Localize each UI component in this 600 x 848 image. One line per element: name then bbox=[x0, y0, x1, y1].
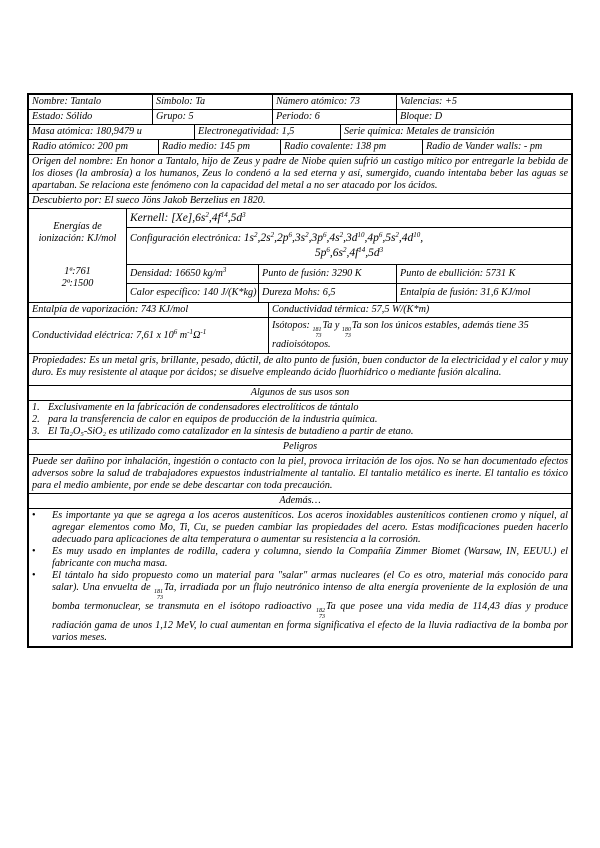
radio-covalente-cell: Radio covalente: 138 pm bbox=[281, 140, 423, 154]
orbital-6s: 6s bbox=[332, 247, 343, 259]
bullet: • bbox=[32, 546, 36, 557]
punto-fusion-cell: Punto de fusión: 3290 K bbox=[259, 265, 397, 283]
orbital-1s: 1s bbox=[243, 232, 254, 244]
kernell-cell bbox=[127, 209, 571, 228]
isotopo-1-numbers bbox=[312, 327, 321, 339]
ademas-3-part-a: El tántalo ha sido propuesto como un material para "salar" armas nucleares (el Co es otro, material más conocido para salar). Una envuelta de bbox=[52, 570, 568, 593]
energias-cell bbox=[29, 209, 127, 302]
ademas-3-part-c: que posee una vida media de 114,43 días y produce radiación gama de unos 1,12 MeV, lo cual aumentan en forma significativa el efecto de la lluvia radiactiva de la bomba por varios meses. bbox=[52, 601, 568, 643]
isotopo-2-simbolo: Ta bbox=[351, 320, 362, 331]
nombre-cell: Nombre: Tantalo bbox=[29, 95, 153, 109]
ademas-item-1 bbox=[32, 510, 568, 546]
energias-label: Energías de ionización: KJ/mol bbox=[38, 221, 117, 245]
uso-number: 3. bbox=[32, 426, 40, 437]
entalpia-fusion-cell: Entalpía de fusión: 31,6 KJ/mol bbox=[400, 287, 531, 298]
orbital-5p: 5p bbox=[314, 247, 327, 259]
ademas-isotopo-2-z: 73 bbox=[318, 614, 325, 620]
orbital-5p-exp: 6 bbox=[326, 246, 330, 254]
densidad-cell bbox=[127, 265, 259, 283]
orbital-2p: 2p bbox=[276, 232, 289, 244]
conductividad-electrica-cell bbox=[29, 318, 269, 353]
orbital-5s: 5s bbox=[385, 232, 396, 244]
kernell-exp3: 3 bbox=[242, 211, 246, 219]
estado-cell: Estado: Sólido bbox=[29, 110, 153, 124]
dureza-mohs-cell: Dureza Mohs: 6,5 bbox=[259, 284, 397, 302]
isotopo-1-masa: 181 bbox=[312, 327, 322, 333]
isotopos-rest: son los únicos estables, además tiene 35 radioisótopos. bbox=[272, 320, 529, 350]
orbital-4f-exp: 14 bbox=[358, 246, 366, 254]
configuracion-linea-1: $1s^2,2s^2,2p^6,3s^2,3p^6,4s^2,3d^{10},4p^6,5s^2,4d^{10}$, bbox=[243, 231, 424, 244]
energia-primera: 1ª:761 bbox=[64, 265, 91, 277]
kernell-label: Kernell: [Xe],6s bbox=[130, 212, 206, 224]
cond-elec-label: Conductividad eléctrica: 7,61 x 10 bbox=[32, 329, 174, 341]
orbital-5s-exp: 2 bbox=[395, 231, 399, 239]
isotopos-cell bbox=[269, 318, 571, 353]
peligros-text: Puede ser dañino por inhalación, ingestión o contacto con la piel, provoca irritación de los ojos. No se han documentado efectos adversos sobre la salud de trabajadores expuestos industrialmente al tantalio. El tantalio metálico es inerte. El tantalio es tóxico para el medio ambiente, por ende se debe descartar con toda precaución. bbox=[32, 456, 568, 491]
ademas-isotopo-1-masa: 181 bbox=[154, 589, 164, 595]
orbital-4d-exp: 10 bbox=[413, 231, 421, 239]
configuracion-cell bbox=[127, 228, 571, 265]
orbital-4p: 4p bbox=[367, 232, 379, 244]
isotopo-2-z: 73 bbox=[344, 333, 351, 339]
usos-list bbox=[29, 401, 571, 439]
isotopo-2-numbers bbox=[342, 327, 351, 339]
ademas-item-2-text: Es muy usado en implantes de rodilla, cadera y columna, siendo la Compañía Zimmer Biomet (Warsaw, IN, EEUU.) el fabricante con mucha masa. bbox=[52, 546, 568, 569]
ademas-list bbox=[29, 509, 571, 646]
energy-right bbox=[127, 209, 571, 302]
ademas-isotopo-2-masa: 182 bbox=[315, 608, 325, 614]
orbital-5d: 5d bbox=[368, 247, 380, 259]
uso-number: 1. bbox=[32, 402, 40, 413]
orbital-2p-exp: 6 bbox=[288, 231, 292, 239]
radio-vander-walls-cell: Radio de Vander walls: - pm bbox=[426, 141, 543, 152]
valencias-cell: Valencias: +5 bbox=[400, 96, 457, 107]
orbital-4d: 4d bbox=[401, 232, 414, 244]
entalpia-vaporizacion-cell: Entalpía de vaporización: 743 KJ/mol bbox=[29, 303, 269, 317]
origen-text: Origen del nombre: En honor a Tantalo, hijo de Zeus y padre de Niobe quien sufrió un castigo mítico por entregarle la bebida de los dioses (la ambrosía) a los humanos, Zeus lo condenó a la sed eterna y así, sumergido, cuando intentaba beber las aguas se apartaban. Se relaciona este fenómeno con la capacidad del metal a no ser atacado por los ácidos. bbox=[32, 156, 568, 191]
orbital-2s: 2s bbox=[260, 232, 271, 244]
ademas-item-3-text bbox=[52, 570, 568, 644]
peligros-section bbox=[29, 440, 571, 494]
heat-row bbox=[127, 284, 571, 302]
orbital-4s-exp: 2 bbox=[339, 231, 344, 239]
ademas-isotopo-1-numbers bbox=[154, 589, 163, 601]
orbital-5d-exp: 3 bbox=[379, 246, 384, 254]
periodo-cell: Periodo: 6 bbox=[273, 110, 397, 124]
kernell-exp1: 2 bbox=[205, 211, 209, 219]
usos-title: Algunos de sus usos son bbox=[29, 386, 571, 401]
radio-atomico-cell: Radio atómico: 200 pm bbox=[29, 140, 159, 154]
kernell-exp2: 14 bbox=[220, 211, 228, 219]
ademas-isotopo-1-simbolo: Ta bbox=[164, 582, 174, 593]
propiedades-text: Propiedades: Es un metal gris, brillante, pesado, dúctil, de alto punto de fusión, buen conductor de la electricidad y el calor y muy duro. Es muy resistente al ataque por ácidos; se disuelve empleando ácido fluorhídrico o mediante fusión alcalina. bbox=[32, 355, 568, 378]
orbital-2s-exp: 2 bbox=[270, 231, 275, 239]
cond-elec-exp2: -1 bbox=[187, 327, 193, 336]
isotopo-2-masa: 180 bbox=[341, 327, 351, 333]
energy-block bbox=[29, 209, 571, 303]
orbital-3p-exp: 6 bbox=[322, 231, 327, 239]
element-sheet bbox=[27, 93, 573, 648]
ademas-3-part-b: , irradiada por un flujo neutrónico intenso de alta energía proveniente de la explosión de una bomba termonuclear, se transmuta en el isótopo radioactivo bbox=[52, 582, 568, 612]
orbital-3d-exp: 10 bbox=[357, 231, 365, 239]
serie-quimica-cell: Serie química: Metales de transición bbox=[344, 126, 495, 137]
isotopos-label: Isótopos: bbox=[272, 320, 313, 331]
origen-row bbox=[29, 155, 571, 194]
uso-text: para la transferencia de calor en equipos de producción de la industria química. bbox=[48, 414, 378, 425]
orbital-4s: 4s bbox=[329, 232, 340, 244]
simbolo-cell: Símbolo: Ta bbox=[153, 95, 273, 109]
orbital-6s-exp: 2 bbox=[342, 246, 347, 254]
energia-segunda: 2ª:1500 bbox=[61, 277, 94, 289]
kernell-end: ,5d bbox=[227, 212, 243, 224]
densidad-label: Densidad: 16650 kg/m bbox=[130, 268, 223, 279]
ademas-item-2 bbox=[32, 546, 568, 570]
configuracion-label: Configuración electrónica: bbox=[130, 233, 244, 244]
usos-section bbox=[29, 386, 571, 440]
ademas-item-1-text: Es importante ya que se agrega a los aceros austeníticos. Los aceros inoxidables austeníticos contienen cromo y níquel, al agregar elementos como Mo, Ti, Cu, se pueden cambiar las propiedades del acero. Estas modificaciones pueden hacerlo adecuado para aplicaciones de alta temperatura o aumentar su resistencia a la corrosión. bbox=[52, 510, 568, 545]
orbital-3d: 3d bbox=[345, 232, 358, 244]
radio-medio-cell: Radio medio: 145 pm bbox=[159, 140, 281, 154]
orbital-3s-exp: 2 bbox=[305, 231, 309, 239]
mass-row bbox=[29, 125, 571, 140]
peligros-title: Peligros bbox=[29, 440, 571, 455]
bullet: • bbox=[32, 570, 36, 581]
basic-info-row bbox=[29, 95, 571, 110]
uso-text: Exclusivamente en la fabricación de condensadores electrolíticos de tántalo bbox=[48, 402, 359, 413]
orbital-4f: 4f bbox=[349, 247, 359, 259]
ademas-section bbox=[29, 494, 571, 646]
bloque-cell: Bloque: D bbox=[400, 111, 443, 122]
configuracion-linea-2: $5p^6,6s^2,4f^{14},5d^3$ bbox=[314, 246, 384, 259]
orbital-3p: 3p bbox=[311, 232, 323, 244]
uso-item bbox=[32, 414, 568, 426]
state-row bbox=[29, 110, 571, 125]
conductividad-row bbox=[29, 318, 571, 354]
density-row bbox=[127, 265, 571, 284]
energias-values bbox=[31, 266, 124, 290]
orbital-1s-exp: 2 bbox=[253, 231, 258, 239]
radius-row bbox=[29, 140, 571, 155]
conductividad-termica-cell: Conductividad térmica: 57,5 W/(K*m) bbox=[272, 304, 430, 315]
isotopo-1-z: 73 bbox=[315, 333, 322, 339]
uso-number: 2. bbox=[32, 414, 40, 425]
ademas-isotopo-2-simbolo: Ta bbox=[325, 601, 336, 612]
kernell-mid: ,4f bbox=[208, 212, 221, 224]
electronegatividad-cell: Electronegatividad: 1,5 bbox=[195, 125, 341, 139]
orbital-3s: 3s bbox=[294, 232, 306, 244]
grupo-cell: Grupo: 5 bbox=[153, 110, 273, 124]
uso-text: El Ta₂O₅-SiO₂ es utilizado como catalizador en la síntesis de butadieno a partir de etano. bbox=[48, 426, 414, 437]
descubierto-text: Descubierto por: El sueco Jöns Jakob Berzelius en 1820. bbox=[32, 195, 266, 206]
punto-ebullicion-cell: Punto de ebullición: 5731 K bbox=[400, 268, 516, 279]
descubierto-row bbox=[29, 194, 571, 209]
vaporizacion-row bbox=[29, 303, 571, 318]
densidad-exp: 3 bbox=[222, 266, 227, 274]
cond-elec-exp1: 6 bbox=[173, 327, 178, 336]
ademas-isotopo-1-z: 73 bbox=[157, 595, 164, 601]
uso-item bbox=[32, 426, 568, 438]
cond-elec-mid: m bbox=[177, 329, 188, 341]
isotopos-y: y bbox=[332, 320, 342, 331]
cond-elec-exp3: -1 bbox=[200, 327, 207, 336]
propiedades-row bbox=[29, 354, 571, 386]
omega-symbol: Ω bbox=[193, 329, 201, 341]
ademas-title: Además… bbox=[29, 494, 571, 509]
ademas-item-3 bbox=[32, 570, 568, 644]
uso-item bbox=[32, 402, 568, 414]
numero-atomico-cell: Número atómico: 73 bbox=[273, 95, 397, 109]
calor-especifico-cell: Calor específico: 140 J/(K*kg) bbox=[127, 284, 259, 302]
masa-atomica-cell: Masa atómica: 180,9479 u bbox=[29, 125, 195, 139]
bullet: • bbox=[32, 510, 36, 521]
ademas-isotopo-2-numbers bbox=[316, 608, 325, 620]
isotopo-1-simbolo: Ta bbox=[322, 320, 333, 331]
orbital-4p-exp: 6 bbox=[378, 231, 383, 239]
